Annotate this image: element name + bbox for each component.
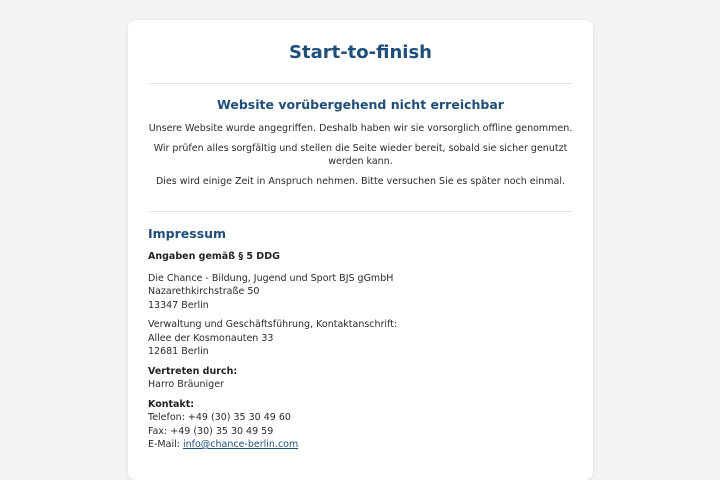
- contact-label: Kontakt:: [148, 398, 195, 410]
- contact-phone: Telefon: +49 (30) 35 30 49 60: [148, 412, 291, 423]
- contact-fax: Fax: +49 (30) 35 30 49 59: [148, 425, 274, 437]
- contact-email-prefix: E-Mail:: [148, 439, 183, 450]
- represented-label: Vertreten durch:: [148, 365, 238, 377]
- company-city: 13347 Berlin: [148, 299, 209, 311]
- maintenance-notice: [148, 97, 573, 211]
- company-name: Die Chance - Bildung, Jugend und Sport BJS gGmbH: [148, 272, 394, 284]
- company-address: [148, 272, 573, 313]
- impressum-section: [148, 226, 573, 452]
- legal-label: Angaben gemäß § 5 DDG: [148, 251, 280, 262]
- divider: [148, 83, 573, 84]
- contact-block: [148, 398, 573, 452]
- divider: [148, 211, 573, 212]
- notice-text-2: Wir prüfen alles sorgfältig und stellen die Seite wieder bereit, sobald sie sicher genutzt werden kann.: [153, 142, 568, 167]
- notice-heading: Website vorübergehend nicht erreichbar: [217, 97, 504, 112]
- content-card: [128, 20, 593, 480]
- contact-email-link[interactable]: info@chance-berlin.com: [182, 439, 299, 450]
- notice-text-1: Unsere Website wurde angegriffen. Deshalb haben wir sie vorsorglich offline genommen.: [148, 123, 573, 134]
- admin-street: Allee der Kosmonauten 33: [148, 332, 274, 344]
- admin-city: 12681 Berlin: [148, 346, 209, 357]
- represented-by: [148, 365, 573, 392]
- notice-text-3: Dies wird einige Zeit in Anspruch nehmen. Bitte versuchen Sie es später noch einmal.: [155, 175, 566, 187]
- company-street: Nazarethkirchstraße 50: [148, 286, 260, 297]
- site-title: Start-to-finish: [289, 42, 432, 63]
- admin-address: [148, 318, 573, 359]
- represented-name: Harro Bräuniger: [148, 379, 224, 390]
- admin-label: Verwaltung und Geschäftsführung, Kontaktanschrift:: [148, 319, 398, 330]
- impressum-heading: Impressum: [148, 226, 227, 241]
